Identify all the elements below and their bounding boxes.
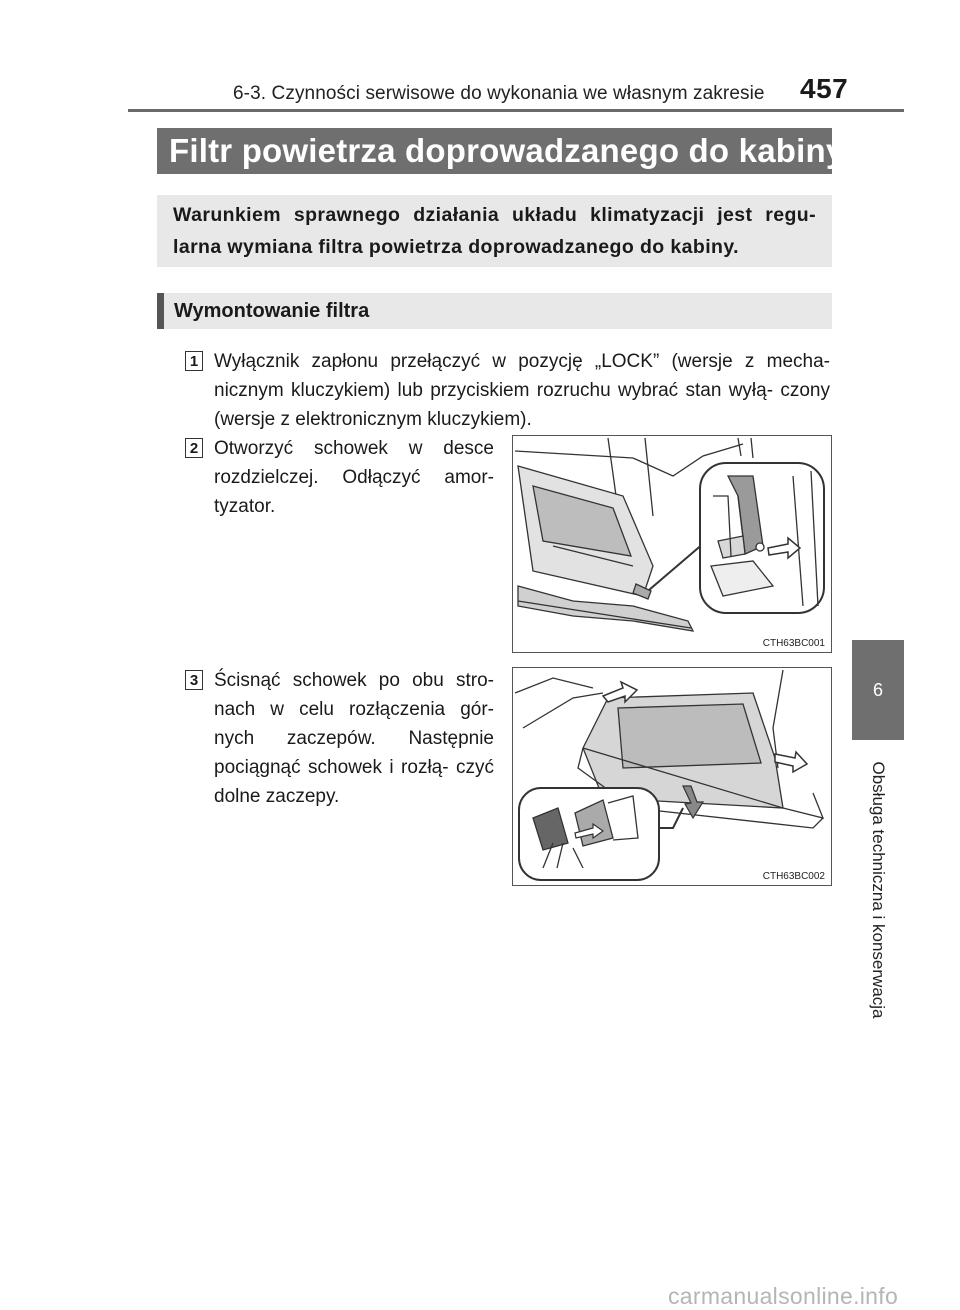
section-heading-label: Wymontowanie filtra: [174, 299, 370, 322]
step-3-number: 3: [185, 670, 203, 690]
side-chapter-number: 6: [872, 679, 883, 700]
watermark: carmanualsonline.info: [668, 1283, 899, 1309]
header-rule: [128, 109, 904, 112]
step-2-text: Otworzyć schowek w desce rozdzielczej. Odłączyć amor- tyzator.: [214, 438, 494, 517]
side-chapter-tab: [852, 640, 904, 740]
figure-1-code: CTH63BC001: [762, 638, 825, 649]
figure-2-code: CTH63BC002: [762, 871, 825, 882]
intro-box: Warunkiem sprawnego działania układu klimatyzacji jest regu- larna wymiana filtra powietrza doprowadzanego do kabiny.: [157, 195, 832, 267]
page-number: 457: [800, 73, 849, 104]
damper-illustration: [513, 436, 830, 651]
step-1-number: 1: [185, 351, 203, 371]
step-1-text: Wyłącznik zapłonu przełączyć w pozycję „LOCK” (wersje z mecha- nicznym kluczykiem) lub przyciskiem rozruchu wybrać stan wyłą- czony (wersje z elektronicznym kluczykiem).: [214, 351, 830, 430]
section-heading: [157, 293, 832, 329]
figure-damper: [512, 435, 832, 653]
glovebox-illustration: [513, 668, 830, 884]
header-section-text: 6-3. Czynności serwisowe do wykonania we własnym zakresie: [233, 83, 765, 104]
step-2-number: 2: [185, 438, 203, 458]
figure-clips: [512, 667, 832, 886]
page-title: Filtr powietrza doprowadzanego do kabiny: [157, 128, 832, 174]
step-3-text: Ścisnąć schowek po obu stro- nach w celu rozłączenia gór- nych zaczepów. Następnie pociągnąć schowek i rozłą- czyć dolne zaczepy.: [214, 670, 494, 807]
side-chapter-label: Obsługa techniczna i konserwacja: [869, 761, 888, 1019]
